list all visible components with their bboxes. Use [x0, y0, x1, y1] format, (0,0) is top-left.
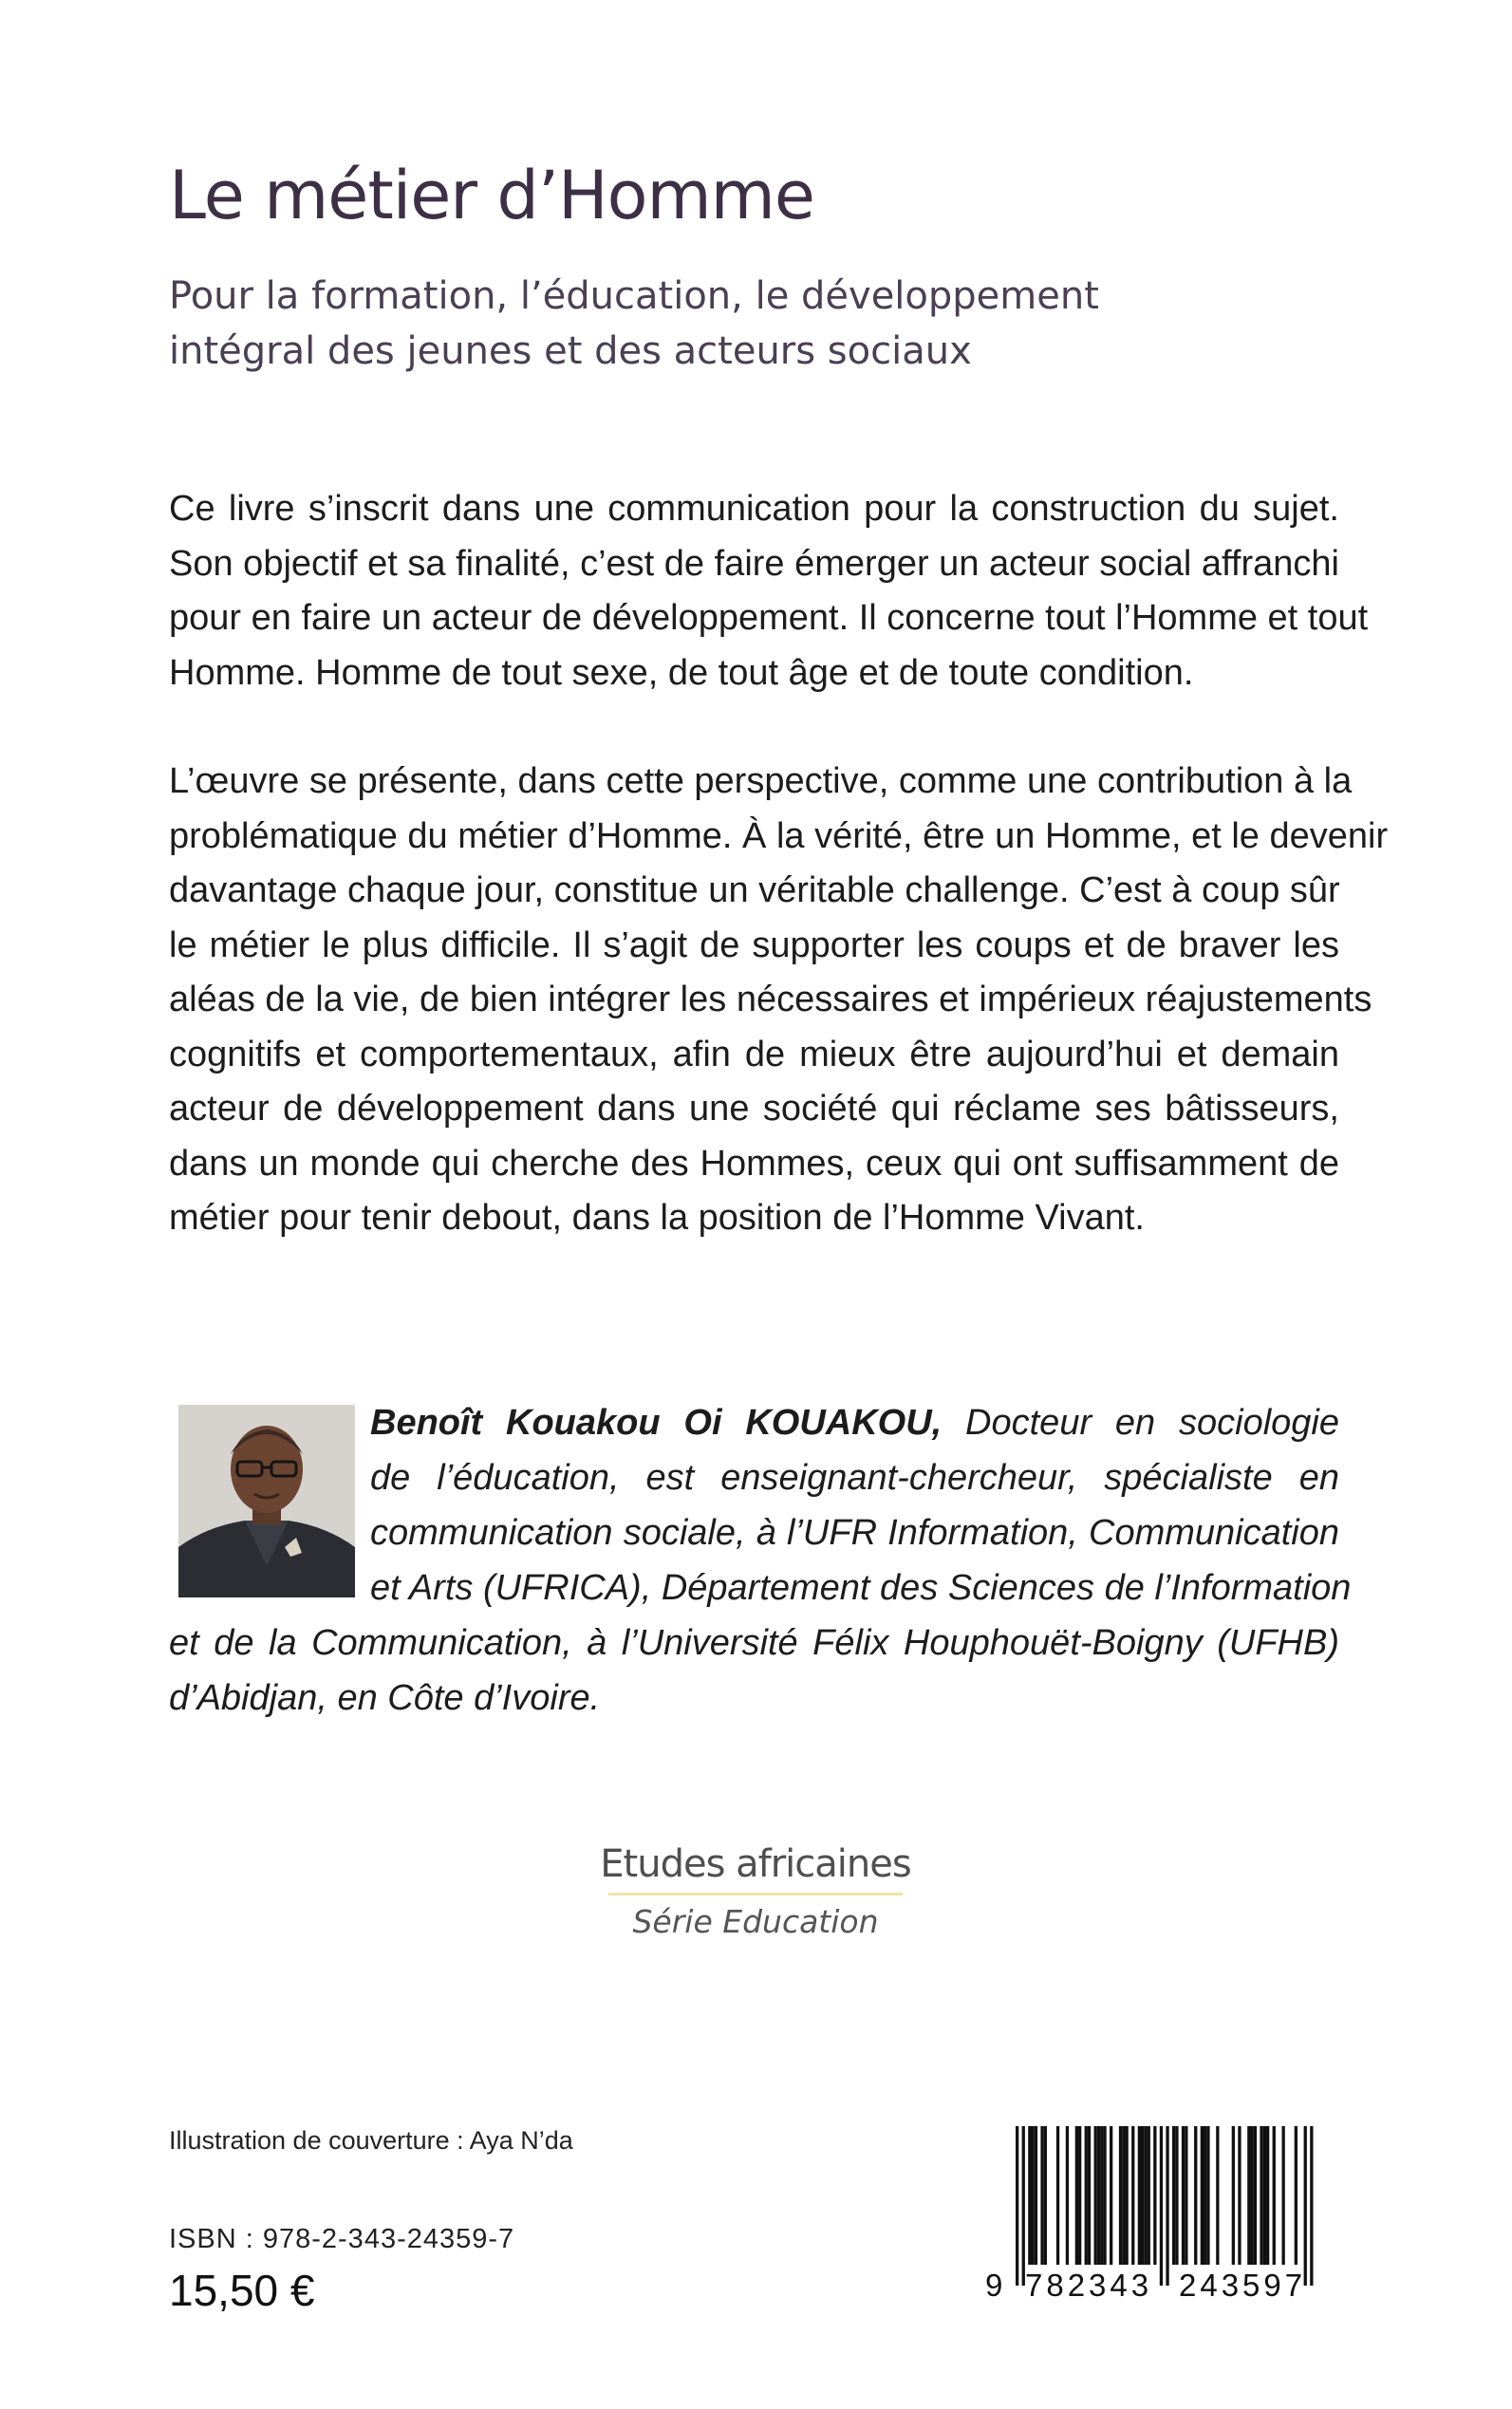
barcode-bar [1110, 2126, 1112, 2265]
series-logo [569, 1839, 942, 1943]
barcode-bar [1175, 2126, 1178, 2265]
series-rule [608, 1893, 903, 1895]
barcode-bar [1085, 2126, 1088, 2265]
author-bio-line: communication sociale, à l’UFR Information, Communication [370, 1513, 1339, 1553]
book-title: Le métier d’Homme [169, 157, 814, 234]
barcode-digit-first: 9 [985, 2268, 1003, 2303]
author-bio [169, 1395, 1352, 1726]
barcode-bar [1232, 2126, 1235, 2265]
paragraph-line: aléas de la vie, de bien intégrer les nécessaires et impérieux réajustements [169, 980, 1372, 1019]
paragraph-line: L’œuvre se présente, dans cette perspective, comme une contribution à la [169, 761, 1353, 801]
barcode-bar [1131, 2126, 1134, 2265]
paragraph-line: Homme. Homme de tout sexe, de tout âge et de toute condition. [169, 652, 1194, 693]
barcode-bar [1185, 2126, 1187, 2265]
author-bio-line: et de la Communication, à l’Université Félix Houphouët-Boigny (UFHB) [169, 1623, 1339, 1663]
barcode-bar [1138, 2126, 1141, 2265]
barcode-bar [1238, 2126, 1241, 2265]
barcode-bar [1148, 2126, 1150, 2265]
subtitle-line: intégral des jeunes et des acteurs sociaux [169, 329, 972, 373]
author-bio-line: de l’éducation, est enseignant-chercheur, spécialiste en [370, 1458, 1339, 1498]
paragraph-line: Son objectif et sa finalité, c’est de faire émerger un acteur social affranchi [169, 543, 1339, 584]
barcode-bar [1056, 2126, 1059, 2265]
barcode-bar [1144, 2126, 1147, 2265]
author-bio-line [370, 1395, 1339, 1450]
barcode-bar [1166, 2126, 1168, 2286]
paragraph-line: le métier le plus difficile. Il s’agit de supporter les coups et de braver les [169, 924, 1339, 965]
barcode-bar [1201, 2126, 1204, 2265]
subtitle-line: Pour la formation, l’éducation, le développement [169, 274, 1099, 318]
paragraph-line: davantage chaque jour, constitue un véritable challenge. C’est à coup sûr [169, 870, 1340, 910]
summary-paragraph-2 [169, 755, 1389, 1246]
barcode-bar [1122, 2126, 1125, 2265]
book-subtitle [169, 269, 1213, 379]
barcode-bar [1260, 2126, 1262, 2265]
barcode-bar [1247, 2126, 1250, 2265]
paragraph-line: dans un monde qui cherche des Hommes, ceux qui ont suffisamment de [169, 1143, 1339, 1184]
barcode-bar [1172, 2126, 1175, 2265]
paragraph-line: problématique du métier d’Homme. À la vérité, être un Homme, et le devenir [169, 815, 1389, 856]
barcode-bar [1119, 2126, 1122, 2265]
summary-paragraph-1 [169, 482, 1369, 700]
barcode-bar [1126, 2126, 1129, 2265]
barcode-bar [1088, 2126, 1091, 2265]
paragraph-line: pour en faire un acteur de développement. Il concerne tout l’Homme et tout [169, 598, 1369, 638]
barcode-digits-left: 782343 [1025, 2268, 1153, 2303]
barcode-bar [1040, 2126, 1043, 2265]
barcode-bar [1103, 2126, 1106, 2265]
barcode-bar [1194, 2126, 1197, 2265]
paragraph-line: métier pour tenir debout, dans la position de l’Homme Vivant. [169, 1198, 1145, 1238]
barcode-bar [1044, 2126, 1047, 2265]
isbn: ISBN : 978-2-343-24359-7 [169, 2224, 515, 2254]
price: 15,50 € [169, 2266, 315, 2315]
barcode-bar [1160, 2126, 1163, 2286]
author-name: Benoît Kouakou Oi KOUAKOU, [370, 1403, 943, 1443]
barcode-bar [1022, 2126, 1025, 2286]
barcode-bar [1035, 2126, 1037, 2265]
barcode-bar [1263, 2126, 1266, 2265]
barcode-bar [1066, 2126, 1069, 2265]
barcode-bar [1310, 2126, 1313, 2286]
barcode-bar [1075, 2126, 1078, 2265]
barcode-bar [1204, 2126, 1206, 2265]
barcode-bar [1304, 2126, 1307, 2286]
barcode-bar [1266, 2126, 1269, 2265]
paragraph-line: Ce livre s’inscrit dans une communication pour la construction du sujet. [169, 489, 1339, 529]
barcode-bar [1097, 2126, 1100, 2265]
barcode-bar [1016, 2126, 1018, 2286]
barcode-bar [1273, 2126, 1276, 2265]
barcode-bar [1295, 2126, 1297, 2265]
series-name: Etudes africaines [600, 1842, 911, 1886]
barcode-bar [1216, 2126, 1219, 2265]
barcode-bar [1254, 2126, 1257, 2265]
barcode-bar [1094, 2126, 1097, 2265]
barcode-bar [1153, 2126, 1156, 2265]
author-bio-line: et Arts (UFRICA), Département des Sciences de l’Information [370, 1568, 1352, 1608]
barcode-bar [1206, 2126, 1209, 2265]
paragraph-line: cognitifs et comportementaux, afin de mieux être aujourd’hui et demain [169, 1034, 1339, 1074]
paragraph-line: acteur de développement dans une société qui réclame ses bâtisseurs, [169, 1089, 1339, 1129]
barcode-bar [1251, 2126, 1254, 2265]
barcode-bar [1078, 2126, 1081, 2265]
barcode-digits-right: 243597 [1179, 2268, 1307, 2303]
author-bio-text: Docteur en sociologie [965, 1403, 1339, 1443]
barcode-bar [1182, 2126, 1185, 2265]
author-bio-line: d’Abidjan, en Côte d’Ivoire. [169, 1678, 601, 1718]
series-subtitle: Série Education [632, 1903, 879, 1940]
cover-illustration-credit: Illustration de couverture : Aya N’da [169, 2126, 573, 2155]
barcode-bar [1028, 2126, 1031, 2265]
barcode-bar [1282, 2126, 1285, 2265]
barcode-bar [1032, 2126, 1035, 2265]
barcode-bar [1100, 2126, 1103, 2265]
barcode-bar [1141, 2126, 1144, 2265]
